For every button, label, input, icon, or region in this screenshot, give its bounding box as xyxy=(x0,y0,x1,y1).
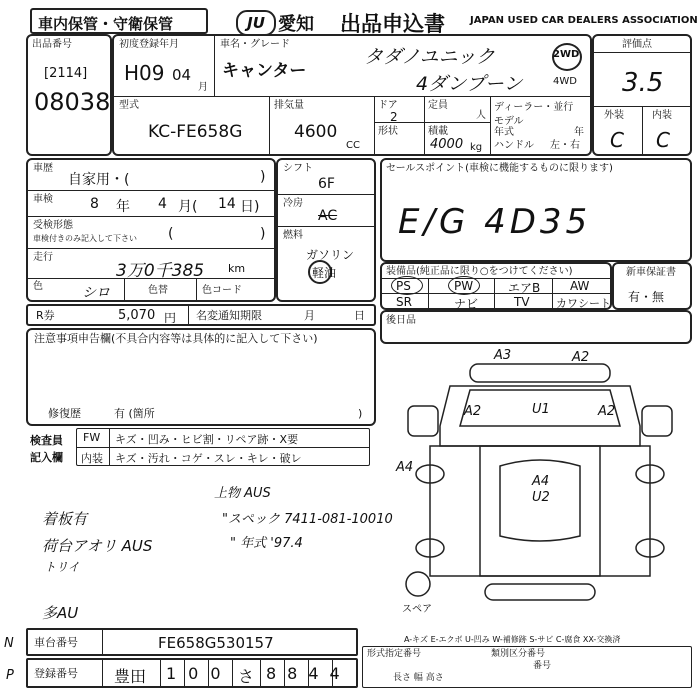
exterior-value: C xyxy=(610,128,624,152)
notes-label: 注意事項申告欄(不具合内容等は具体的に記入して下さい) xyxy=(34,332,318,345)
mark-a4-left: A4 xyxy=(396,460,414,475)
chassis-label: 車台番号 xyxy=(34,636,78,649)
displacement-label: 排気量 xyxy=(274,100,304,111)
equip-pw: PW xyxy=(454,279,474,293)
spec-label-2: 類別区分番号 xyxy=(491,649,546,659)
doors-value: 2 xyxy=(390,110,398,124)
chassis-box xyxy=(26,628,358,656)
spec-dims: 長さ 幅 高さ xyxy=(393,673,444,683)
spec-box xyxy=(362,646,692,688)
registration-class: 100 xyxy=(166,664,233,683)
storage-label: 車内保管・守衛保管 xyxy=(38,15,174,33)
mark-u2: U2 xyxy=(532,490,550,505)
association-name: JAPAN USED CAR DEALERS ASSOCIATION xyxy=(470,15,698,26)
mileage-value: 3万0千385 xyxy=(116,261,205,281)
dealer-year-unit: 年 xyxy=(574,127,584,138)
shift-label: シフト xyxy=(283,163,313,174)
model-name: キャンター xyxy=(222,61,307,81)
ac-label: 冷房 xyxy=(283,198,303,209)
history-close: ) xyxy=(260,169,266,185)
grade-line2: 4ダンプーン xyxy=(416,73,523,95)
equip-ps-circle xyxy=(391,276,423,295)
handle-label: ハンドル xyxy=(494,140,534,151)
history-label: 車歴 xyxy=(33,163,53,174)
history-value: 自家用・( xyxy=(68,172,130,188)
inspection-year-unit: 年 xyxy=(116,199,130,215)
notes-box xyxy=(26,328,376,426)
interior-value: C xyxy=(656,128,670,152)
notice-label: 名変通知期限 xyxy=(196,309,262,322)
selling-label: セールスポイント(車検に機能するものに限ります) xyxy=(386,163,613,174)
hand-line3: トリイ xyxy=(44,560,80,574)
registration-box xyxy=(26,658,358,688)
main-top-box xyxy=(112,34,592,156)
warranty-value: 有・無 xyxy=(628,290,665,304)
equip-pw-circle xyxy=(448,276,480,295)
color-change-label: 色替 xyxy=(148,285,168,296)
drive-4wd: 4WD xyxy=(553,76,577,87)
lot-sub: [2114] xyxy=(44,66,88,81)
spec-mark: 番号 xyxy=(533,661,552,671)
selling-box xyxy=(380,158,692,262)
registration-kana: さ xyxy=(238,667,255,686)
attach-label: 後日品 xyxy=(386,315,416,326)
mark-a3: A3 xyxy=(494,348,512,363)
displacement-unit: CC xyxy=(346,140,360,151)
inspection-day: 14 xyxy=(218,196,236,212)
lot-number: 08038 xyxy=(34,88,111,116)
registration-region: 豊田 xyxy=(114,667,147,686)
capacity-unit: 人 xyxy=(476,110,486,121)
rating-box xyxy=(592,34,692,156)
inspector-row1-items: キズ・凹み・ヒビ割・リペア跡・X要 xyxy=(115,433,299,446)
drive-2wd: 2WD xyxy=(553,49,580,60)
lot-box xyxy=(26,34,112,156)
inspector-label-1: 検査員 xyxy=(30,434,63,447)
mark-a2-right: A2 xyxy=(598,404,616,419)
lot-label: 出品番号 xyxy=(32,39,72,50)
displacement-value: 4600 xyxy=(294,122,338,142)
hand-line1-right: "スペック 7411-081-10010 xyxy=(222,512,393,527)
rating-label: 評価点 xyxy=(622,39,652,50)
doors-label: ドア xyxy=(378,100,398,111)
model-name-label: 車名・グレード xyxy=(220,39,290,50)
notice-day: 日 xyxy=(354,309,365,322)
inspection-month: 4 xyxy=(158,196,167,212)
chassis-value: FE658G530157 xyxy=(158,634,274,652)
equip-aw: AW xyxy=(570,279,590,293)
fuel-value: ガソリン xyxy=(306,248,355,262)
margin-mark-b: P xyxy=(6,668,14,683)
shape-label: 形状 xyxy=(378,126,398,137)
inspector-label-2: 記入欄 xyxy=(30,451,63,464)
type-label: 型式 xyxy=(119,100,139,111)
equip-tv: TV xyxy=(514,295,530,309)
recycle-box xyxy=(26,304,376,326)
first-reg-unit: 月 xyxy=(198,82,208,93)
ju-logo: JU xyxy=(236,10,276,36)
inspection-month-unit: 月( xyxy=(178,199,198,215)
storage-box xyxy=(30,8,208,34)
recycle-unit: 円 xyxy=(164,311,177,325)
history-box xyxy=(26,158,276,302)
equipment-label: 装備品(純正品に限り○をつけてください) xyxy=(386,266,573,277)
repair-value: 有 (箇所 xyxy=(114,407,155,420)
recycle-value: 5,070 xyxy=(118,308,156,323)
mark-a2-left: A2 xyxy=(464,404,482,419)
hand-line2: 荷台アオリ AUS xyxy=(42,537,153,555)
mark-a4-center: A4 xyxy=(532,474,550,489)
notice-month: 月 xyxy=(304,309,315,322)
registration-label: 登録番号 xyxy=(34,667,78,680)
mark-u1: U1 xyxy=(532,402,550,417)
equip-airbag: エアB xyxy=(508,281,541,295)
dealer-year-label: 年式 xyxy=(494,127,514,138)
margin-mark-a: N xyxy=(4,636,14,651)
spec-label-1: 形式指定番号 xyxy=(367,649,422,659)
fuel-alt: 軽油 xyxy=(312,266,337,280)
color-value: シロ xyxy=(82,285,110,301)
reception-close: ) xyxy=(260,226,266,242)
first-reg-month: 04 xyxy=(172,66,192,84)
equip-sr: SR xyxy=(396,295,412,309)
exterior-label: 外装 xyxy=(604,110,624,121)
color-code-label: 色コード xyxy=(202,285,242,296)
spare-label: スペア xyxy=(402,604,432,615)
repair-label: 修復歴 xyxy=(48,407,81,420)
color-label: 色 xyxy=(33,281,43,292)
grade-line1: タダノユニック xyxy=(364,46,495,68)
mileage-label: 走行 xyxy=(33,252,53,263)
dealer-model-label: モデル xyxy=(494,116,524,127)
equip-ps: PS xyxy=(396,279,411,293)
shift-value: 6F xyxy=(318,176,335,192)
inspector-row1-head: FW xyxy=(83,431,101,444)
capacity-label: 定員 xyxy=(428,100,448,111)
first-reg-label: 初度登録年月 xyxy=(119,39,179,50)
repair-close: ) xyxy=(358,407,363,420)
hand-line1: 着板有 xyxy=(42,510,88,528)
rating-value: 3.5 xyxy=(622,68,664,98)
warranty-label: 新車保証書 xyxy=(626,267,676,278)
inspector-row2-head: 内装 xyxy=(81,452,103,465)
inspector-row2-items: キズ・汚れ・コゲ・スレ・キレ・破レ xyxy=(115,452,302,465)
type-value: KC-FE658G xyxy=(148,122,243,142)
inspection-label: 車検 xyxy=(33,194,53,205)
hand-line2-right: " 年式 '97.4 xyxy=(230,536,303,551)
inspection-day-unit: 日) xyxy=(240,199,260,215)
first-reg-year: H09 xyxy=(124,61,165,85)
load-value: 4000 xyxy=(430,137,464,152)
handle-options: 左・右 xyxy=(550,140,580,151)
load-unit: kg xyxy=(470,142,483,153)
equip-leather: カワシート xyxy=(556,297,611,310)
dealer-label: ディーラー・並行 xyxy=(494,102,574,113)
mileage-unit: km xyxy=(228,262,246,275)
logo-name: 愛知 xyxy=(278,14,314,35)
inspection-year: 8 xyxy=(90,196,99,212)
selling-text: E/G 4D35 xyxy=(398,202,592,242)
warranty-box xyxy=(612,262,692,310)
registration-number: 8844 xyxy=(266,664,351,683)
ac-value: AC xyxy=(318,208,338,224)
reception-open: ( xyxy=(168,226,174,242)
recycle-label: R券 xyxy=(36,309,55,322)
hand-top-note: 上物 AUS xyxy=(214,486,271,501)
fuel-label: 燃料 xyxy=(283,230,303,241)
hand-line4: 多AU xyxy=(42,604,79,622)
attach-box xyxy=(380,310,692,344)
reception-label: 受検形態 xyxy=(33,220,73,231)
shift-box xyxy=(276,158,376,302)
reception-note: 車検付きのみ記入して下さい xyxy=(33,234,137,243)
form-title: 出品申込書 xyxy=(340,12,445,36)
load-label: 積載 xyxy=(428,126,448,137)
damage-legend: A-キズ E-エクボ U-凹み W-補修跡 S-サビ C-腐食 XX-交換済 xyxy=(404,635,621,644)
interior-label: 内装 xyxy=(652,110,672,121)
equip-navi: ナビ xyxy=(454,297,479,311)
inspector-box xyxy=(76,428,370,466)
mark-a2-top: A2 xyxy=(572,350,590,365)
